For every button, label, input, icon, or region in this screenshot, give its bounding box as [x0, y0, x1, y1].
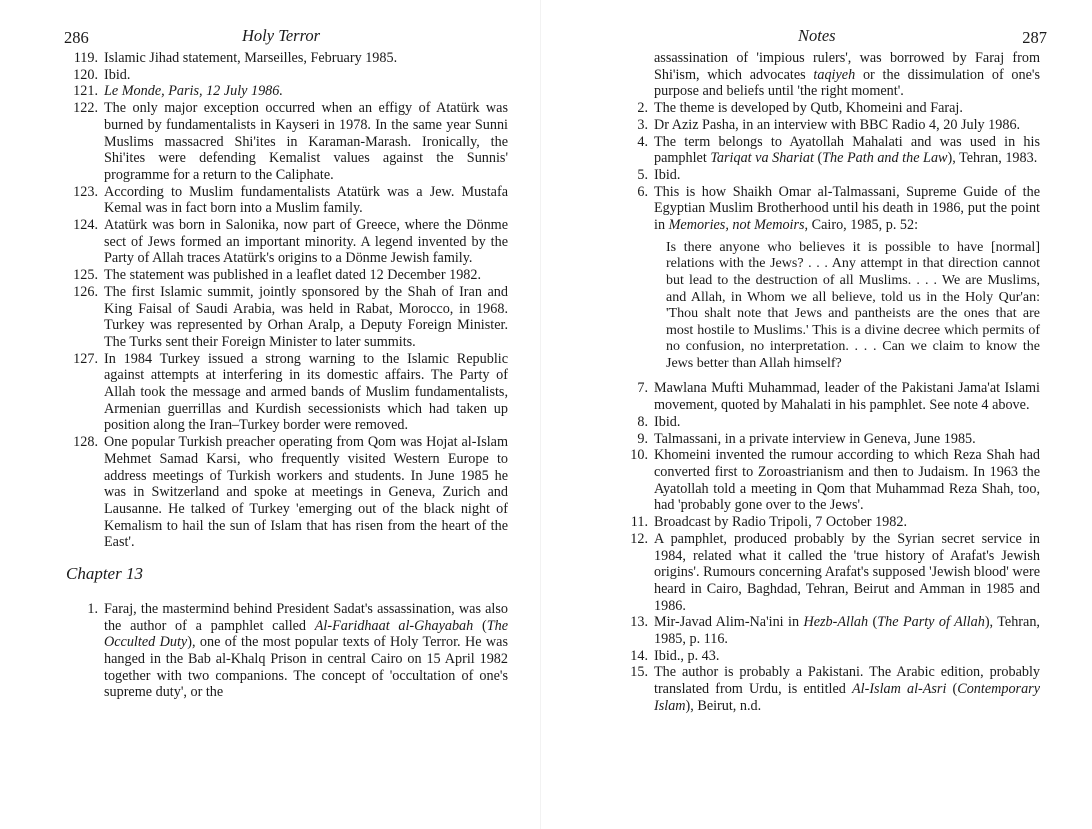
note-number: 8. [637, 413, 648, 430]
note-text: ( [868, 614, 878, 631]
note-text: Dr Aziz Pasha, in an interview with BBC Radio 4, 20 July 1986. [654, 116, 1021, 133]
note-126 [58, 284, 508, 351]
translated-title: The Party of Allah [877, 614, 985, 631]
note-text: Mir-Javad Alim-Na'ini in [654, 614, 804, 631]
chapter-heading: Chapter 13 [66, 564, 143, 584]
note-124 [58, 217, 508, 267]
translated-title: The Path and the Law [822, 150, 948, 167]
note-number: 11. [630, 514, 648, 531]
note-text: Faraj, the mastermind behind President Sadat's assassination, was also the author of a pamphlet called [104, 600, 508, 634]
note-number: 2. [637, 100, 648, 117]
note-text: According to Muslim fundamentalists Atatürk was a Jew. Mustafa Kemal was in fact born into a Muslim family. [104, 183, 508, 217]
pamphlet-title: Al-Faridhaat al-Ghayabah [314, 617, 474, 634]
note-119 [58, 50, 508, 67]
note-text: This is how Shaikh Omar al-Talmassani, Supreme Guide of the Egyptian Muslim Brotherhood until his death in 1986, put the point in [654, 183, 1040, 234]
note-number: 122. [73, 100, 98, 117]
note-5 [608, 167, 1040, 184]
note-text: The first Islamic summit, jointly sponsored by the Shah of Iran and King Faisal of Saudi Arabia, was held in Rabat, Morocco, in 1968. Turkey was represented by Orhan Aralp, a Deputy Foreign Minister. The Turks sent their Foreign Minister to later summits. [104, 283, 508, 350]
note-3 [608, 117, 1040, 134]
note-text: The term belongs to Ayatollah Mahalati and was used in his pamphlet [654, 133, 1040, 167]
note-number: 121. [73, 83, 98, 100]
note-number: 123. [73, 183, 98, 200]
note-text: ), Tehran, 1985, p. 116. [654, 614, 1040, 648]
note-text: Mawlana Mufti Muhammad, leader of the Pakistani Jama'at Islami movement, quoted by Mahalati in his pamphlet. See note 4 above. [654, 380, 1040, 414]
note-text: The only major exception occurred when an effigy of Atatürk was burned by fundamentalists in Kayseri in 1978. In the same year Sunni Muslims massacred Shi'ites in Karaman-Marash. Ironically, the Shi'ites were defending Kemalist values against the Sunnis' programme for a return to the Caliphate. [104, 100, 508, 183]
note-text: ( [813, 150, 823, 167]
note-number: 1. [87, 600, 98, 617]
note-14 [608, 648, 1040, 665]
note-number: 128. [73, 434, 98, 451]
note-12 [608, 531, 1040, 615]
left-page-header [58, 20, 508, 50]
note-number: 4. [637, 133, 648, 150]
note-text: The statement was published in a leaflet dated 12 December 1982. [104, 267, 482, 284]
book-title: Memories, not Memoirs [668, 217, 805, 234]
note-number: 10. [630, 447, 648, 464]
note-number: 127. [73, 350, 98, 367]
note-text: Khomeini invented the rumour according to which Reza Shah had converted first to Zoroastrianism and then to Judaism. In 1963 the Ayatollah told a meeting in Qom that Muhammad Reza Shah, too, had 'probably gone over to the Jews'. [654, 447, 1040, 514]
note-number: 125. [73, 267, 98, 284]
note-text: ), one of the most popular texts of Holy Terror. He was hanged in the Bab al-Khalq Prison in central Cairo on 15 April 1982 together with two companions. The concept of 'occultation of one's supreme duty', or the [104, 634, 508, 701]
left-page [58, 0, 508, 829]
note-number: 5. [637, 166, 648, 183]
note-text: ( [946, 681, 958, 698]
note-128 [58, 434, 508, 551]
note-text: Ibid. [654, 413, 681, 430]
right-notes-list [608, 50, 1040, 715]
note-number: 15. [630, 664, 648, 681]
right-page [608, 0, 1047, 829]
note-10 [608, 447, 1040, 514]
note-number: 12. [630, 530, 648, 547]
note-9 [608, 431, 1040, 448]
note-text: Broadcast by Radio Tripoli, 7 October 1982. [654, 514, 907, 531]
left-notes-list [58, 50, 508, 701]
note-text: ( [473, 617, 487, 634]
note-text: assassination of 'impious rulers', was borrowed by Faraj from Shi'ism, which advocates [654, 50, 1040, 83]
note-number: 120. [73, 66, 98, 83]
note-text: ), Tehran, 1983. [947, 150, 1038, 167]
note-122 [58, 100, 508, 184]
note-number: 14. [630, 647, 648, 664]
note-number: 124. [73, 217, 98, 234]
left-running-title: Holy Terror [242, 26, 321, 45]
pamphlet-title: Tariqat va Shariat [710, 150, 814, 167]
block-quote: Is there anyone who believes it is possible to have [normal] relations with the Jews? . . . Any attempt in that direction cannot but lead to the destruction of all Muslims. . . . We are Muslims, and Allah, in Whom we all believe, told us in the Holy Qur'an: 'Thou shalt note that Jews and pantheists are the ones that are most hostile to Muslims.' This is a divine decree which permits of no confusion, no interpretation. . . . Can we claim to know the Jews better than Allah himself? [666, 239, 1040, 371]
note-text: Le Monde, Paris, 12 July 1986. [104, 83, 283, 100]
term-italic: taqiyeh [813, 66, 856, 83]
note-number: 3. [637, 116, 648, 133]
translated-title: The Occulted Duty [104, 617, 508, 651]
note-text: or the dissimulation of one's purpose and beliefs until 'the right moment'. [654, 66, 1040, 100]
right-running-title: Notes [798, 26, 836, 45]
note-number: 13. [630, 614, 648, 631]
note-1-continuation [608, 50, 1040, 100]
book-gutter [540, 0, 541, 829]
note-text: Talmassani, in a private interview in Geneva, June 1985. [654, 430, 976, 447]
book-title: Al-Islam al-Asri [852, 681, 947, 698]
note-text: The author is probably a Pakistani. The Arabic edition, probably translated from Urdu, is entitled [654, 664, 1040, 698]
note-text: Ibid. [104, 66, 131, 83]
note-text: The theme is developed by Qutb, Khomeini and Faraj. [654, 100, 963, 117]
note-120 [58, 67, 508, 84]
note-text: Ibid. [654, 166, 681, 183]
note-number: 126. [73, 283, 98, 300]
note-number: 9. [637, 430, 648, 447]
note-text: One popular Turkish preacher operating from Qom was Hojat al-Islam Mehmet Samad Karsi, who frequently visited Western Europe to address meetings of Turkish workers and students. In June 1985 he was in Switzerland and spoke at meetings in Geneva, Zurich and Lausanne. He talked of Turkey 'emerging out of the black night of Kemalism to hail the sun of Islam that has risen from the heart of the East'. [104, 434, 508, 551]
note-text: Ibid., p. 43. [654, 647, 720, 664]
note-text: ), Beirut, n.d. [685, 697, 762, 714]
note-127 [58, 351, 508, 435]
note-text: Islamic Jihad statement, Marseilles, February 1985. [104, 50, 398, 66]
book-title: Hezb-Allah [803, 614, 869, 631]
note-13 [608, 614, 1040, 647]
note-text: In 1984 Turkey issued a strong warning to the Islamic Republic against attempts at interfering in its domestic affairs. The Party of Allah took the message and armed bands of Muslim fundamentalists, Armenian guerrillas and Kurdish secessionists which had taken up position along the Iran–Turkey border were removed. [104, 350, 508, 434]
note-123 [58, 184, 508, 217]
note-number: 6. [637, 183, 648, 200]
note-number: 7. [637, 380, 648, 397]
note-121 [58, 83, 508, 100]
note-15 [608, 664, 1040, 714]
note-text: , Cairo, 1985, p. 52: [804, 217, 919, 234]
note-6 [608, 184, 1040, 234]
note-number: 119. [73, 50, 98, 66]
right-page-number: 287 [1022, 28, 1047, 47]
note-8 [608, 414, 1040, 431]
chapter-note-1 [58, 601, 508, 701]
note-125 [58, 267, 508, 284]
note-4 [608, 134, 1040, 167]
note-2 [608, 100, 1040, 117]
note-text: Atatürk was born in Salonika, now part of Greece, where the Dönme sect of Jews formed an important minority. A legend invented by the Party of Allah traces Atatürk's origins to a Dönme Jewish family. [104, 217, 508, 267]
note-7 [608, 380, 1040, 413]
left-page-number: 286 [64, 28, 89, 47]
note-11 [608, 514, 1040, 531]
translated-title: Contemporary Islam [654, 681, 1040, 714]
note-text: A pamphlet, produced probably by the Syrian secret service in 1984, related what it called the 'true history of Arafat's Jewish origins'. Rumours concerning Arafat's supposed 'Jewish blood' were heard in Cairo, Baghdad, Tehran, Beirut and Amman in 1985 and 1986. [654, 530, 1040, 614]
right-page-header [608, 20, 1047, 50]
